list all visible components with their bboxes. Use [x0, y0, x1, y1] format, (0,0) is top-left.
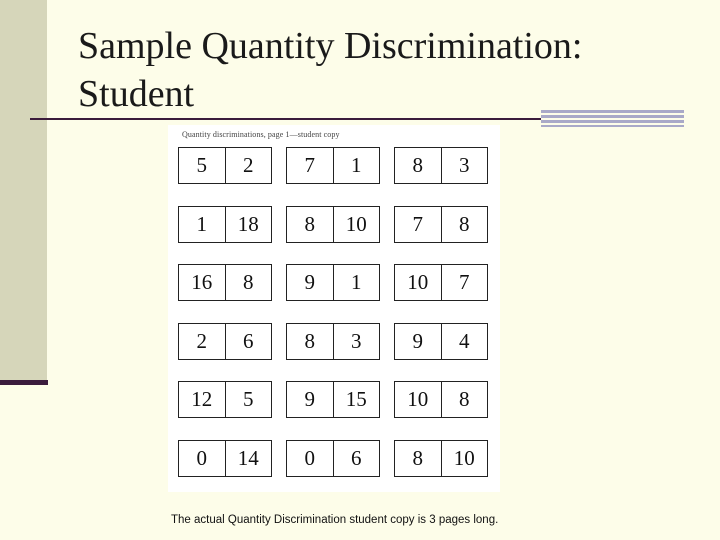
left-decor-bar	[0, 0, 47, 382]
number-cell: 8	[441, 382, 488, 417]
number-pair-box	[394, 323, 488, 360]
left-decor-bar-cap	[0, 380, 48, 385]
number-cell: 7	[441, 265, 488, 300]
number-cell: 16	[191, 270, 213, 294]
number-cell: 8	[304, 328, 315, 353]
number-cell: 10	[333, 207, 380, 242]
title-divider	[30, 118, 542, 120]
number-cell: 10	[407, 270, 429, 294]
number-cell: 8	[412, 153, 423, 177]
number-pair-box	[178, 147, 272, 184]
slide-title	[78, 22, 678, 118]
sheet-header: Quantity discriminations, page 1—student copy	[182, 130, 340, 139]
number-cell: 18	[225, 207, 272, 242]
title-divider-accent	[541, 110, 684, 127]
student-copy-sheet	[168, 125, 500, 492]
number-cell: 15	[333, 382, 380, 417]
number-cell: 8	[412, 445, 423, 470]
number-cell: 12	[191, 387, 213, 411]
number-cell: 5	[225, 382, 272, 417]
number-pair-box	[178, 381, 272, 418]
number-cell: 8	[441, 207, 488, 242]
number-pair-box	[286, 206, 380, 243]
number-cell: 3	[441, 148, 488, 183]
grid-row	[178, 381, 488, 420]
number-pair-box	[286, 440, 380, 477]
number-cell: 10	[441, 441, 488, 476]
number-cell: 9	[304, 270, 315, 294]
number-cell: 1	[333, 148, 380, 183]
number-pair-box	[286, 264, 380, 301]
number-cell: 10	[407, 387, 429, 411]
number-cell: 0	[196, 445, 207, 470]
number-cell: 0	[304, 445, 315, 470]
number-cell: 9	[412, 328, 423, 353]
number-cell: 8	[225, 265, 272, 300]
number-cell: 5	[196, 153, 207, 177]
grid-row	[178, 323, 488, 362]
number-pair-box	[394, 381, 488, 418]
number-cell: 2	[225, 148, 272, 183]
number-cell: 1	[333, 265, 380, 300]
grid-row	[178, 147, 488, 186]
number-cell: 8	[304, 211, 315, 236]
slide-caption: The actual Quantity Discrimination student copy is 3 pages long.	[171, 514, 499, 526]
grid-row	[178, 264, 488, 303]
number-cell: 3	[333, 324, 380, 359]
number-pair-box	[394, 147, 488, 184]
number-pair-box	[178, 440, 272, 477]
number-cell: 6	[225, 324, 272, 359]
number-pair-box	[178, 206, 272, 243]
number-pair-box	[286, 323, 380, 360]
slide-title-line-2: Student	[78, 73, 195, 115]
number-pair-box	[394, 440, 488, 477]
grid-row	[178, 206, 488, 245]
number-pair-box	[394, 264, 488, 301]
number-cell: 2	[196, 328, 207, 353]
number-pair-box	[286, 381, 380, 418]
number-pair-box	[178, 323, 272, 360]
number-pair-grid	[178, 147, 488, 498]
number-cell: 7	[412, 211, 423, 236]
number-pair-box	[394, 206, 488, 243]
number-cell: 9	[304, 387, 315, 411]
number-cell: 1	[196, 211, 207, 236]
number-cell: 7	[304, 153, 315, 177]
number-cell: 6	[333, 441, 380, 476]
number-pair-box	[178, 264, 272, 301]
number-pair-box	[286, 147, 380, 184]
grid-row	[178, 440, 488, 479]
number-cell: 14	[225, 441, 272, 476]
number-cell: 4	[441, 324, 488, 359]
slide-title-line-1: Sample Quantity Discrimination:	[78, 25, 583, 67]
